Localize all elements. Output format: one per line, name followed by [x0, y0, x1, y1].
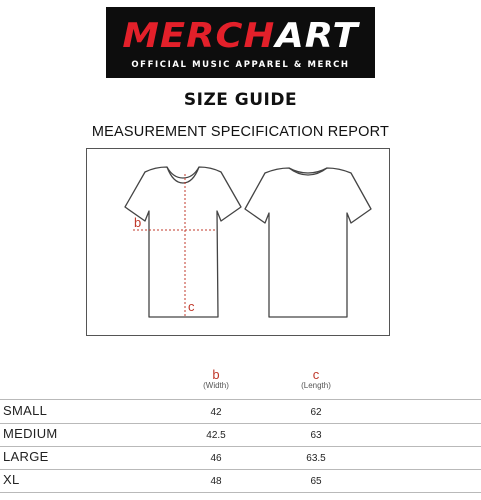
cell-b: 42 — [210, 407, 222, 418]
logo-merch-text: MERCH — [122, 16, 276, 56]
col-sub-width: (Width) — [203, 381, 229, 390]
col-head-b: b — [212, 367, 220, 382]
table-row — [0, 448, 481, 470]
cell-c: 62 — [310, 407, 322, 418]
cell-b: 48 — [210, 476, 222, 487]
cell-c: 63 — [310, 430, 322, 441]
col-sub-length: (Length) — [301, 381, 331, 390]
table-divider — [0, 423, 481, 424]
table-row — [0, 425, 481, 447]
table-divider — [0, 469, 481, 470]
row-size-name: MEDIUM — [3, 426, 58, 441]
table-divider — [0, 399, 481, 400]
page-subtitle: MEASUREMENT SPECIFICATION REPORT — [91, 124, 390, 140]
tshirt-back-icon — [245, 168, 371, 317]
row-size-name: LARGE — [3, 449, 49, 464]
page-title: SIZE GUIDE — [183, 90, 298, 110]
logo-tagline: OFFICIAL MUSIC APPAREL & MERCH — [131, 60, 350, 70]
row-size-name: SMALL — [3, 403, 48, 418]
logo-wordmark — [95, 15, 386, 57]
cell-c: 63.5 — [306, 453, 326, 464]
label-c: c — [188, 299, 195, 314]
cell-b: 46 — [210, 453, 222, 464]
row-size-name: XL — [3, 472, 20, 487]
cell-c: 65 — [310, 476, 322, 487]
col-head-c: c — [312, 367, 320, 382]
measurement-diagram — [86, 148, 390, 336]
tshirt-front-icon — [125, 167, 241, 317]
table-divider — [0, 492, 481, 493]
logo-art-text: ART — [275, 16, 359, 56]
table-row — [0, 402, 481, 424]
table-divider — [0, 446, 481, 447]
table-row — [0, 471, 481, 493]
brand-logo — [106, 7, 375, 78]
cell-b: 42.5 — [206, 430, 226, 441]
label-b: b — [134, 215, 142, 230]
diagram-svg — [87, 149, 391, 337]
